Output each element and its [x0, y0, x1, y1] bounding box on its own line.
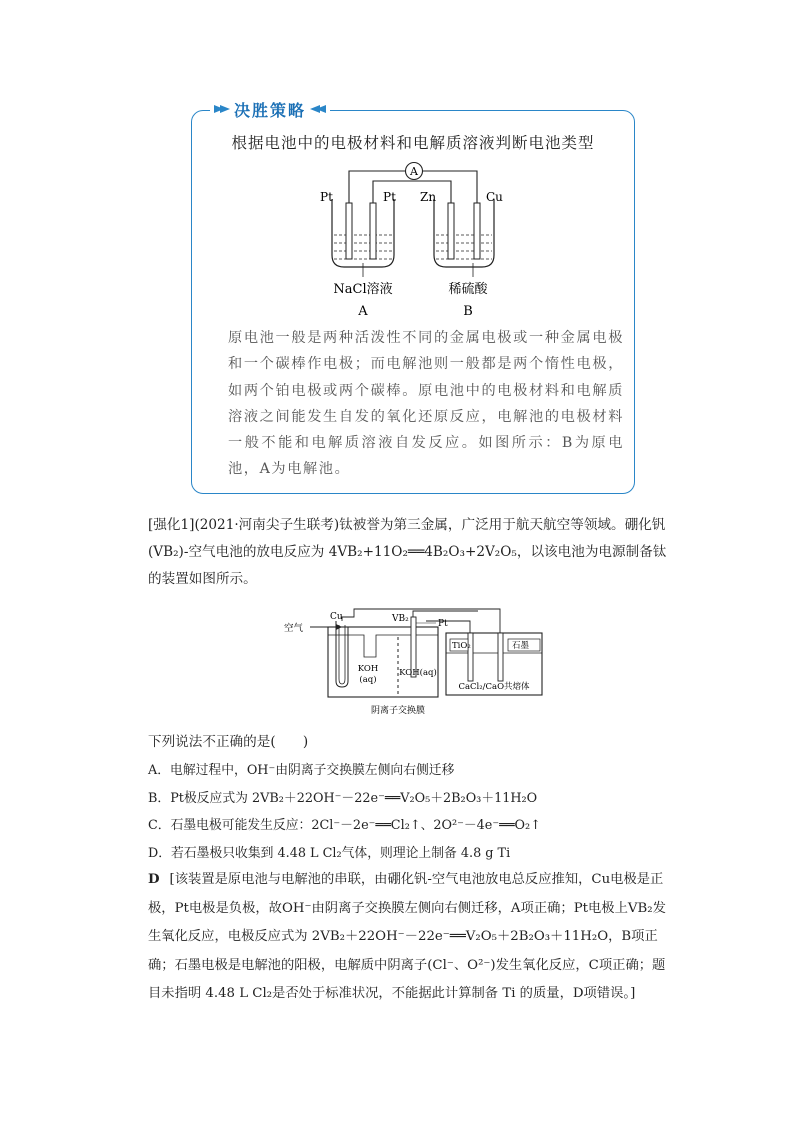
koh-right-label: KOH(aq) — [399, 668, 437, 678]
electrode-label-pt-right: Pt — [383, 190, 396, 204]
beaker-b — [434, 199, 494, 277]
electrode-label-pt-left: Pt — [320, 190, 333, 204]
ammeter-label: A — [410, 165, 418, 178]
question-intro — [148, 512, 676, 593]
answer-text: [该装置是原电池与电解池的串联，由硼化钒-空气电池放电总反应推知，Cu电极是正极，Pt电极是负极，故OH⁻由阴离子交换膜左侧向右侧迁移，A项正确；Pt电极上VB₂发生氧化反应，电极反应式为 2VB₂＋22OH⁻－22e⁻══V₂O₅＋2B₂O₃＋11H₂O，B项正确；石墨电极是电解池的阳极，电解质中阴离子(Cl⁻、O²⁻)发生氧化反应，C项正确；题目未指明 4.48 L Cl₂是否处于标准状况，不能据此计算制备 Ti 的质量，D项错误。] — [148, 872, 666, 1001]
strategy-label-text: 决胜策略 — [234, 100, 307, 120]
question-intro-text: 钛被誉为第三金属，广泛用于航天航空等领域。硼化钒(VB₂)-空气电池的放电反应为 4VB₂+11O₂══4B₂O₃+2V₂O₅，以该电池为电源制备钛的装置如图所示。 — [148, 517, 667, 587]
electrode-label-cu: Cu — [486, 190, 503, 204]
question-tag: [强化1] — [148, 517, 195, 533]
melt-label: CaCl₂/CaO共熔体 — [458, 682, 530, 692]
electrolysis-apparatus-figure — [280, 607, 560, 719]
graphite-label: 石墨 — [512, 641, 530, 651]
vb2-label: VB₂ — [392, 614, 409, 624]
solution-label-a: NaCl溶液 — [333, 282, 393, 297]
arrow-right-icon — [214, 103, 230, 115]
membrane-label: 阴离子交换膜 — [370, 706, 426, 716]
option-a: A．电解过程中，OH⁻由阴离子交换膜左侧向右侧迁移 — [148, 763, 455, 778]
answer-key: D — [148, 872, 160, 887]
option-b: B．Pt极反应式为 2VB₂＋22OH⁻－22e⁻══V₂O₅＋2B₂O₃＋11H₂O — [148, 791, 538, 806]
solution-label-b: 稀硫酸 — [448, 282, 488, 297]
pt-label: Pt — [438, 619, 448, 629]
tio2-label: TiO₂ — [452, 641, 471, 651]
air-label: 空气 — [284, 623, 304, 634]
cu-label: Cu — [330, 612, 343, 622]
strategy-body: 原电池一般是两种活泼性不同的金属电极或一种金属电极和一个碳棒作电极；而电解池则一般都是两个惰性电极，如两个铂电极或两个碳棒。原电池中的电极材料和电解质溶液之间能发生自发的氧化还原反应，电解池的电极材料一般不能和电解质溶液自发反应。如图所示：B为原电池，A为电解池。 — [228, 330, 624, 478]
strategy-label — [210, 98, 330, 120]
caption-a: A — [358, 304, 368, 319]
option-c: C．石墨电极可能发生反应：2Cl⁻－2e⁻══Cl₂↑、2O²⁻－4e⁻══O₂↑ — [148, 818, 541, 833]
question-source: (2021·河南尖子生联考) — [194, 517, 340, 533]
question-stem: 下列说法不正确的是( ) — [148, 734, 309, 750]
answer-explanation — [148, 866, 676, 1009]
electrochem-cells-figure — [310, 155, 520, 320]
beaker-a — [332, 199, 394, 277]
option-d: D．若石墨极只收集到 4.48 L Cl₂气体，则理论上制备 4.8 g Ti — [148, 846, 511, 861]
strategy-title: 根据电池中的电极材料和电解质溶液判断电池类型 — [231, 134, 595, 152]
koh-left-label: KOH — [357, 664, 379, 674]
electrode-label-zn: Zn — [420, 190, 437, 204]
caption-b: B — [463, 304, 473, 319]
koh-left-aq: (aq) — [359, 675, 377, 685]
arrow-left-icon — [310, 103, 326, 115]
